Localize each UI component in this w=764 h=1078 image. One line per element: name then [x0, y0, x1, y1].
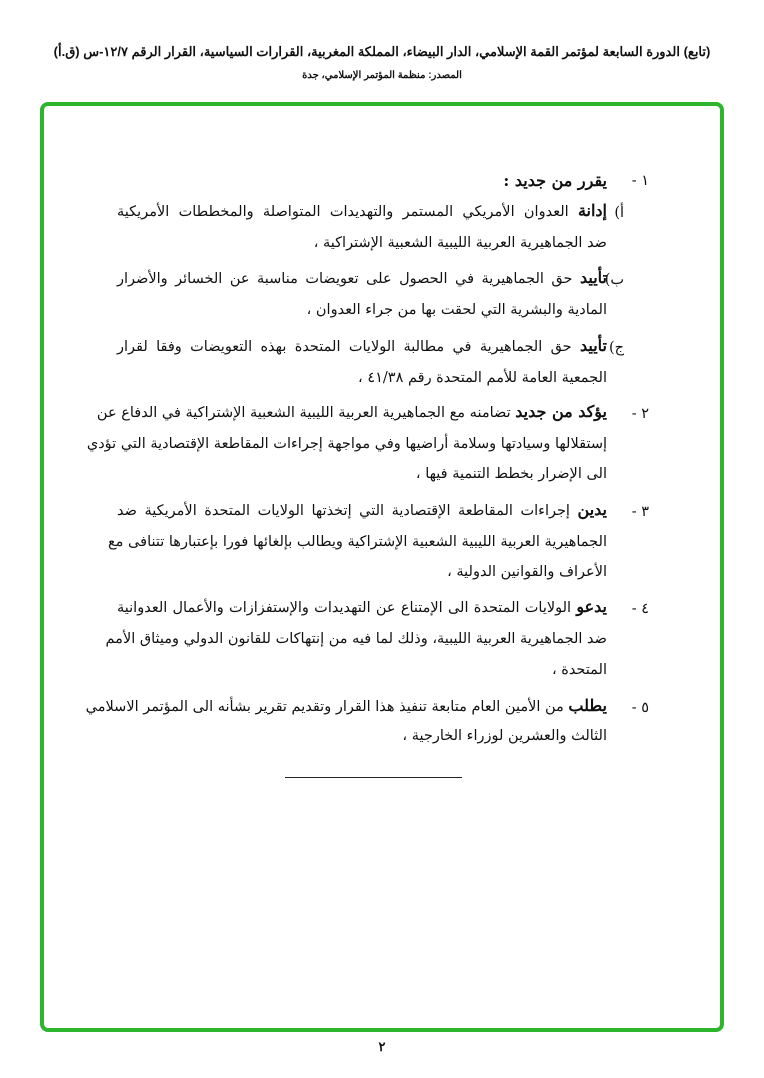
paragraph-line: يدعو الولايات المتحدة الى الإمتناع عن التهديدات والإستفزازات والأعمال العدوانية — [117, 597, 607, 616]
keyword: يدعو — [576, 597, 607, 616]
paragraph-line: يؤكد من جديد تضامنه مع الجماهيرية العربية الليبية الشعبية الإشتراكية في الدفاع عن — [96, 402, 607, 421]
closing-rule — [285, 777, 462, 778]
paragraph-line: الجماهيرية العربية الليبية الشعبية الإشتراكية ويطالب بإلغائها فورا بإعتبارها تتنافى مع — [107, 534, 607, 550]
paragraph-line: إدانة العدوان الأمريكي المستمر والتهديدات المتواصلة والمخططات الأمريكية — [117, 201, 607, 220]
subitem-letter: ج) — [608, 340, 624, 356]
item-number: ٤ - — [631, 601, 649, 617]
subitem-letter: ب) — [604, 272, 624, 288]
item-number: ٥ - — [631, 700, 649, 716]
paragraph-line: الى الإضرار بخطط التنمية فيها ، — [415, 466, 607, 482]
paragraph-line: يدين إجراءات المقاطعة الإقتصادية التي إتخذتها الولايات المتحدة الأمريكية ضد — [117, 500, 607, 519]
paragraph-line: الثالث والعشرين لوزراء الخارجية ، — [402, 728, 607, 744]
paragraph-line: يطلب من الأمين العام متابعة تنفيذ هذا القرار وتقديم تقرير بشأنه الى المؤتمر الاسلامي — [85, 696, 607, 715]
paragraph-line: المتحدة ، — [551, 662, 607, 678]
page-number: ٢ — [378, 1040, 386, 1055]
paragraph-line: ضد الجماهيرية العربية الليبية الشعبية الإشتراكية ، — [313, 235, 607, 251]
paragraph-line: الأعراف والقوانين الدولية ، — [447, 564, 607, 580]
keyword: إدانة — [577, 201, 607, 220]
item-number: ٣ - — [631, 504, 649, 520]
item-number: ٢ - — [631, 406, 649, 422]
keyword: يطلب — [568, 696, 607, 715]
paragraph-line: المادية والبشرية التي لحقت بها من جراء العدوان ، — [306, 302, 607, 318]
document-source: المصدر: منظمة المؤتمر الإسلامي، جدة — [302, 70, 462, 81]
paragraph-line: تأييد حق الجماهيرية في الحصول على تعويضات مناسبة عن الخسائر والأضرار — [117, 268, 607, 287]
keyword: يدين — [577, 500, 607, 519]
paragraph-line: الجمعية العامة للأمم المتحدة رقم ٤١/٣٨ ، — [358, 370, 607, 386]
paragraph-line: تأييد حق الجماهيرية في مطالبة الولايات المتحدة بهذه التعويضات وفقا لقرار — [117, 336, 607, 355]
paragraph-line: إستقلالها وسيادتها وسلامة أراضيها وفي مواجهة إجراءات المقاطعة الإقتصادية التي تؤدي — [86, 436, 607, 452]
paragraph-line: ضد الجماهيرية العربية الليبية، وذلك لما فيه من إنتهاكات للقانون الدولي وميثاق الأمم — [105, 631, 607, 647]
keyword: تأييد — [579, 268, 607, 287]
keyword: يؤكد من جديد — [515, 402, 607, 421]
keyword: تأييد — [579, 336, 607, 355]
keyword: يقرر من جديد : — [503, 171, 607, 190]
item-number: ١ - — [631, 173, 649, 189]
subitem-letter: أ) — [614, 205, 624, 221]
document-header-title: (تابع) الدورة السابعة لمؤتمر القمة الإسلامي، الدار البيضاء، المملكة المغربية، القرارات السياسية، القرار الرقم ١٢/٧-س (ق.أ) — [53, 44, 711, 59]
item-heading — [307, 171, 607, 190]
